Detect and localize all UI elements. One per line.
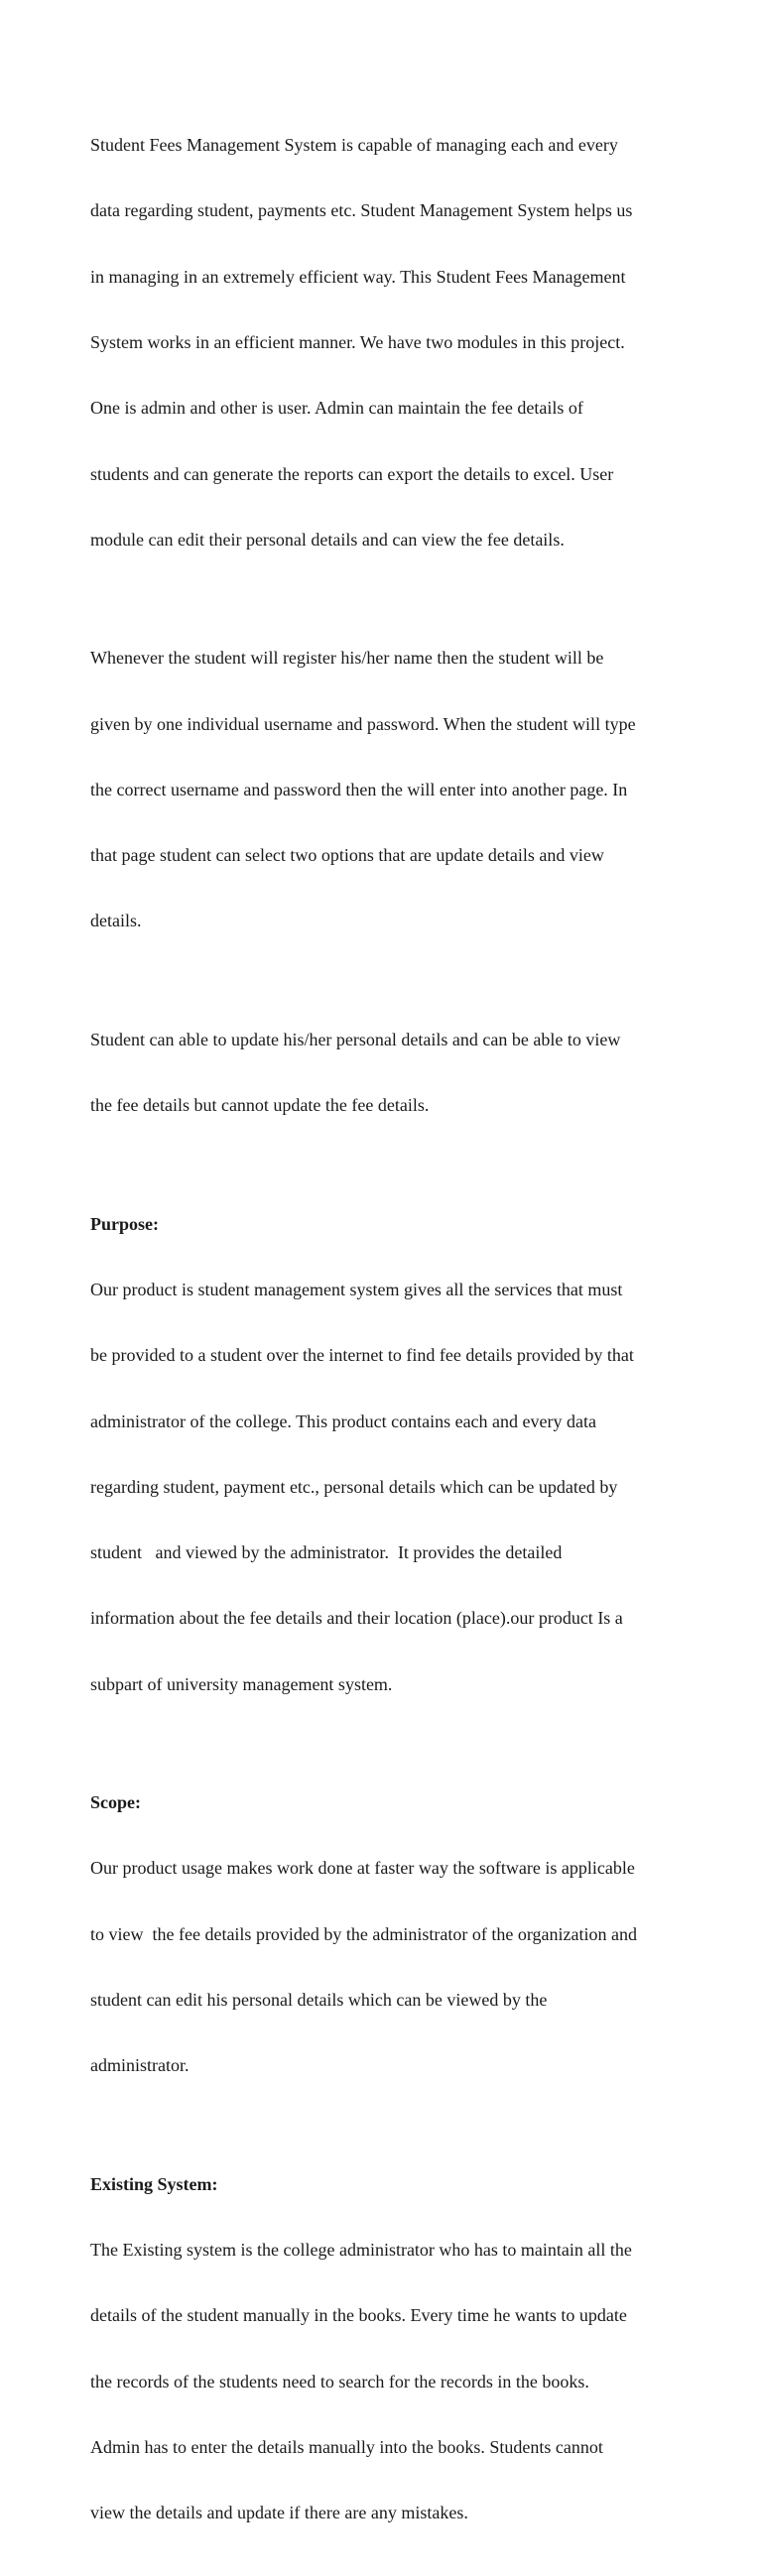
purpose-line: be provided to a student over the internet to find fee details provided by that [90, 1345, 634, 1366]
intro-line: System works in an efficient manner. We have two modules in this project. [90, 332, 625, 353]
registration-line: the correct username and password then the will enter into another page. In [90, 779, 628, 799]
registration-line: given by one individual username and password. When the student will type [90, 713, 636, 734]
registration-line: details. [90, 911, 142, 931]
purpose-line: administrator of the college. This product contains each and every data [90, 1411, 596, 1431]
update-note-line: Student can able to update his/her personal details and can be able to view [90, 1029, 621, 1049]
purpose-line: subpart of university management system. [90, 1673, 393, 1694]
scope-section [90, 1748, 686, 2121]
existing-system-line: details of the student manually in the books. Every time he wants to update [90, 2305, 627, 2326]
scope-line: Our product usage makes work done at faster way the software is applicable [90, 1858, 635, 1879]
purpose-line: student and viewed by the administrator. It provides the detailed [90, 1542, 563, 1563]
existing-system-line: the records of the students need to search for the records in the books. [90, 2371, 589, 2392]
update-note-paragraph [90, 985, 686, 1161]
scope-line: student can edit his personal details which can be viewed by the [90, 1989, 548, 2010]
intro-line: students and can generate the reports can export the details to excel. User [90, 463, 614, 484]
purpose-line: Our product is student management system gives all the services that must [90, 1279, 623, 1299]
existing-system-line: Admin has to enter the details manually into the books. Students cannot [90, 2436, 603, 2457]
existing-system-section [90, 2130, 686, 2568]
purpose-line: information about the fee details and their location (place).our product Is a [90, 1608, 623, 1629]
scope-line: to view the fee details provided by the administrator of the organization and [90, 1923, 638, 1944]
update-note-line: the fee details but cannot update the fee details. [90, 1095, 430, 1116]
document-page [90, 90, 686, 2576]
intro-line: in managing in an extremely efficient way. This Student Fees Management [90, 266, 626, 287]
existing-system-line: The Existing system is the college administrator who has to maintain all the [90, 2240, 632, 2260]
registration-line: that page student can select two options that are update details and view [90, 845, 604, 866]
existing-system-line: view the details and update if there are any mistakes. [90, 2503, 468, 2523]
purpose-line: regarding student, payment etc., personal details which can be updated by [90, 1476, 618, 1497]
scope-line: administrator. [90, 2055, 190, 2076]
registration-line: Whenever the student will register his/her name then the student will be [90, 648, 604, 669]
intro-line: data regarding student, payments etc. Student Management System helps us [90, 200, 633, 221]
scope-heading: Scope: [90, 1792, 141, 1813]
purpose-heading: Purpose: [90, 1213, 159, 1234]
intro-line: One is admin and other is user. Admin can maintain the fee details of [90, 398, 583, 419]
intro-paragraph [90, 90, 686, 594]
existing-system-heading: Existing System: [90, 2173, 218, 2194]
registration-paragraph [90, 603, 686, 976]
intro-line: Student Fees Management System is capable of managing each and every [90, 135, 618, 156]
purpose-section [90, 1169, 686, 1739]
intro-line: module can edit their personal details and can view the fee details. [90, 529, 565, 550]
